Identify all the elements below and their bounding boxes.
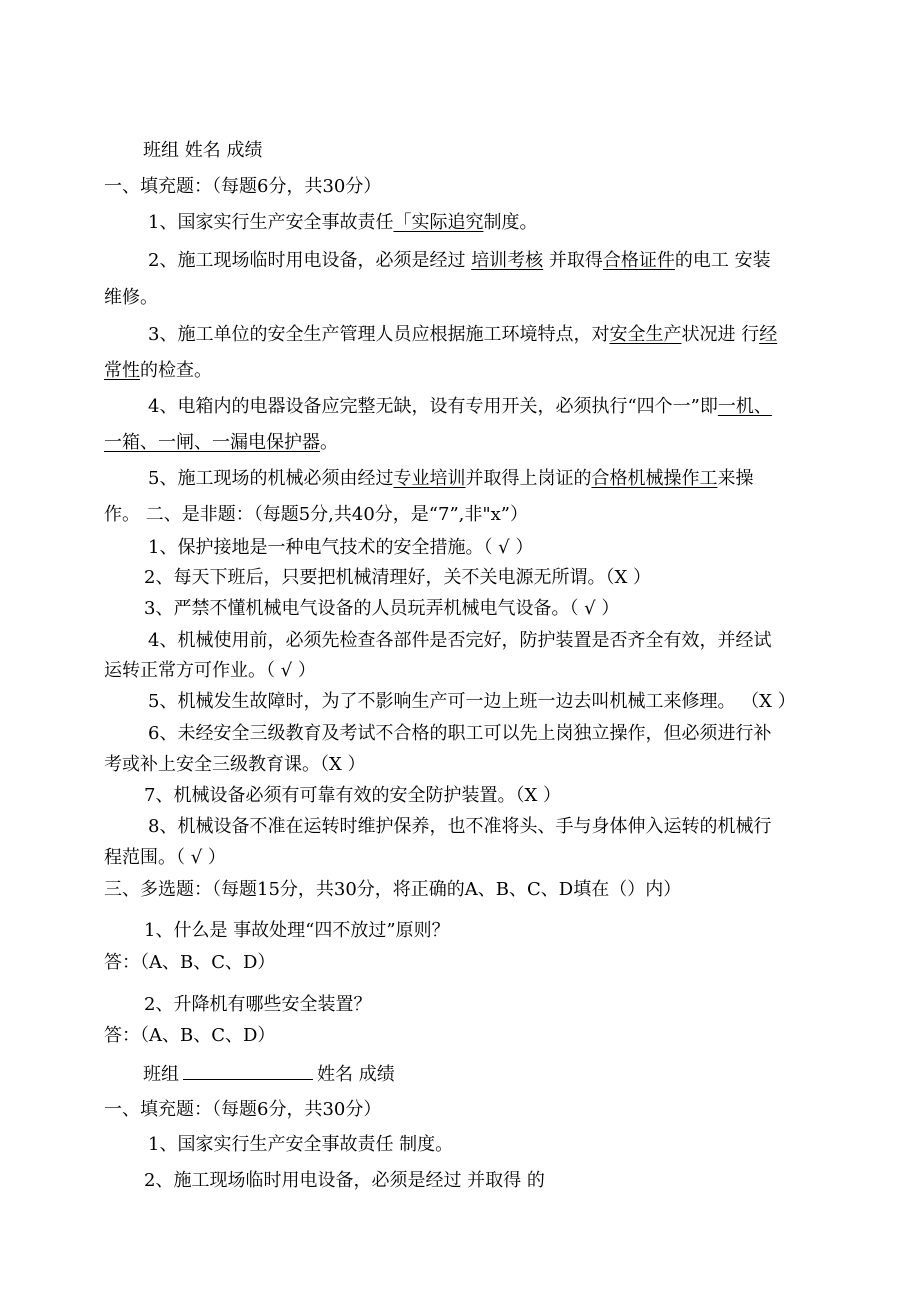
answer-underlined: 一机、 xyxy=(717,396,772,417)
true-false-question-4: 4、机械使用前，必须先检查各部件是否完好，防护装置是否齐全有效，并经试 xyxy=(148,630,772,651)
section-fill-in-title: 一、填充题：（每题6分，共30分） xyxy=(104,176,382,197)
true-false-question-4-cont: 运转正常方可作业。（ √ ） xyxy=(104,660,316,681)
class-name-score-header-blank: 班组 姓名 成绩 xyxy=(143,1064,395,1085)
true-false-question-8-cont: 程范围。（ √ ） xyxy=(104,847,226,868)
multiple-choice-answer-1: 答：（A、B、C、D） xyxy=(104,952,276,973)
true-false-question-5: 5、机械发生故障时，为了不影响生产可一边上班一边去叫机械工来修理。 （X ） xyxy=(148,691,796,712)
class-name-score-header: 班组 姓名 成绩 xyxy=(143,140,263,161)
answer-underlined: 常性 xyxy=(104,360,140,381)
answer-underlined: 合格证件 xyxy=(602,250,675,271)
fill-question-5: 5、施工现场的机械必须由经过专业培训并取得上岗证的合格机械操作工来操 xyxy=(148,468,754,489)
fill-question-4-cont: 一箱、一闸、一漏电保护器。 xyxy=(104,432,338,453)
fill-question-2-blank: 2、施工现场临时用电设备，必须是经过 并取得 的 xyxy=(144,1170,545,1191)
true-false-question-6-cont: 考或补上安全三级教育课。（X ） xyxy=(104,754,366,775)
answer-underlined: 安全生产 xyxy=(609,324,682,345)
answer-underlined: 一箱、一闸、一漏电保护器 xyxy=(104,432,320,453)
section-fill-in-title-blank: 一、填充题：（每题6分，共30分） xyxy=(104,1099,382,1120)
fill-question-2: 2、施工现场临时用电设备，必须是经过 培训考核 并取得合格证件的电工 安装 xyxy=(148,250,771,271)
answer-underlined: 专业培训 xyxy=(393,468,466,489)
fill-question-1-blank: 1、国家实行生产安全事故责任 制度。 xyxy=(148,1134,454,1155)
fill-question-5-cont-and-section-2-title: 作。 二、是非题：（每题5分,共40分，是“7”,非"x”） xyxy=(104,504,529,525)
multiple-choice-question-2: 2、升降机有哪些安全装置？ xyxy=(144,994,372,1015)
multiple-choice-question-1: 1、什么是 事故处理“四不放过”原则？ xyxy=(144,920,450,941)
answer-underlined: 「实际追究 xyxy=(393,212,484,233)
class-blank-line[interactable] xyxy=(183,1063,313,1080)
fill-question-3-cont: 常性的检查。 xyxy=(104,360,212,381)
section-multiple-choice-title: 三、多选题：（每题15分，共30分，将正确的A、B、C、D填在（）内） xyxy=(104,879,682,900)
multiple-choice-answer-2: 答：（A、B、C、D） xyxy=(104,1025,276,1046)
true-false-question-6: 6、未经安全三级教育及考试不合格的职工可以先上岗独立操作，但必须进行补 xyxy=(148,723,772,744)
true-false-question-8: 8、机械设备不准在运转时维护保养，也不准将头、手与身体伸入运转的机械行 xyxy=(148,816,772,837)
fill-question-2-cont: 维修。 xyxy=(104,287,158,308)
true-false-question-1: 1、保护接地是一种电气技术的安全措施。（ √ ） xyxy=(148,537,534,558)
fill-question-3: 3、施工单位的安全生产管理人员应根据施工环境特点，对安全生产状况进 行经 xyxy=(148,324,778,345)
answer-underlined: 合格机械操作工 xyxy=(591,468,718,489)
true-false-question-3: 3、严禁不懂机械电气设备的人员玩弄机械电气设备。（ √ ） xyxy=(144,598,620,619)
answer-underlined: 培训考核 xyxy=(471,250,544,271)
answer-underlined: 经 xyxy=(759,324,778,345)
fill-question-1: 1、国家实行生产安全事故责任「实际追究制度。 xyxy=(148,212,538,233)
fill-question-4: 4、电箱内的电器设备应完整无缺，设有专用开关，必须执行“四个一”即一机、 xyxy=(148,396,772,417)
true-false-question-2: 2、每天下班后，只要把机械清理好，关不关电源无所谓。（X ） xyxy=(144,567,651,588)
true-false-question-7: 7、机械设备必须有可靠有效的安全防护装置。（X ） xyxy=(144,785,561,806)
